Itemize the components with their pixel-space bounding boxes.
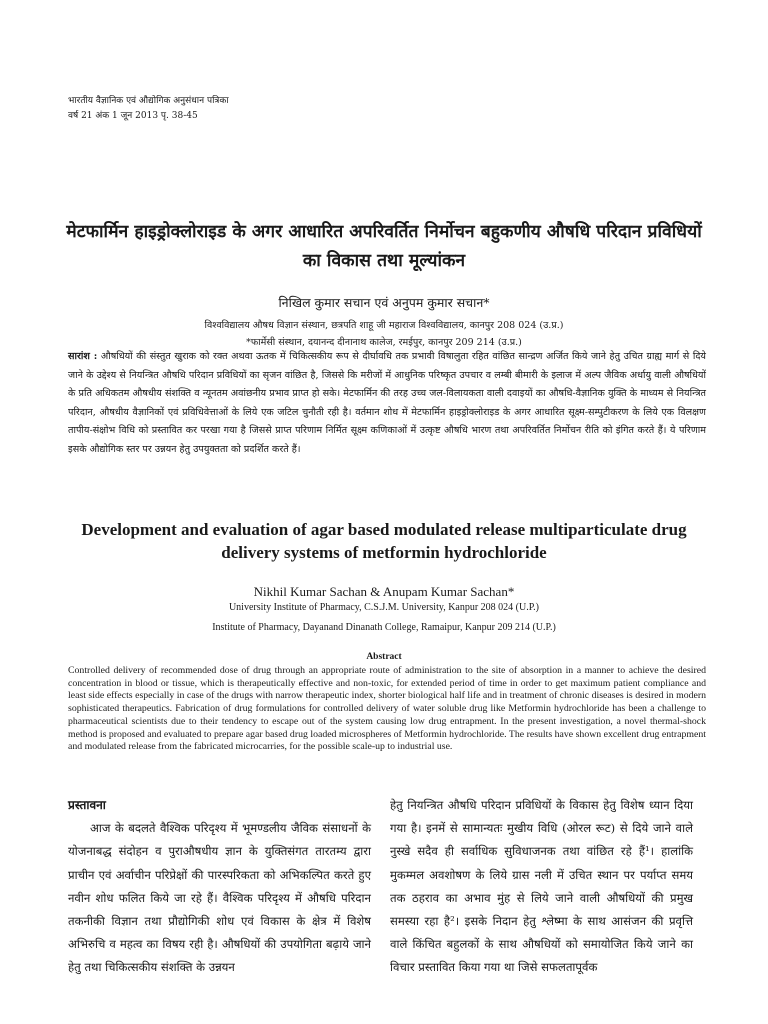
hindi-title: मेटफार्मिन हाइड्रोक्लोराइड के अगर आधारित अपरिवर्तित निर्मोचन बहुकणीय औषधि परिदान प्रविधियों का विकास तथा मूल्यांकन <box>66 222 702 271</box>
english-affiliation-1: University Institute of Pharmacy, C.S.J.M. University, Kanpur 208 024 (U.P.) <box>228 602 540 613</box>
hindi-abstract <box>68 348 706 459</box>
body-left-column <box>68 794 371 980</box>
hindi-abstract-text: औषधियों की संस्तुत खुराक को रक्त अथवा ऊतक में चिकित्सकीय रूप से दीर्घावधि तक प्रभावी विषालुता रहित वांछित सान्द्रण अर्जित किये जाने हेतु उचित ग्राह्य मार्ग से दिये जाने के उद्देश्य से नियन्त्रित औषधि परिदान प्रविधियों का सृजन वांछित है, जिससे कि मरीजों में आधुनिक परिष्कृत उपचार व लम्बी बीमारी के इलाज में अल्प जैविक अर्धायु वाली औषधियों के प्रति अधिकतम औषधीय संशक्ति व न्यूनतम अवांछनीय प्रभाव प्राप्त हो सके। मेटफार्मिन की तरह उच्च जल-विलायकता वाली दवाइयों का औषधि-वैज्ञानिक युक्ति के माध्यम से नियन्त्रित परिदान, औषधीय वैज्ञानिकों एवं प्रविधिवेत्ताओं के लिये एक जटिल चुनौती रही है। वर्तमान शोध में मेटफार्मिन हाइड्रोक्लोराइड के अगर आधारित सूक्ष्म-सम्पुटीकरण के लिये एक विलक्षण तापीय-संक्षोभ विधि को प्रस्तावित कर परखा गया है जिससे प्राप्त परिणाम निर्मित सूक्ष्म कणिकाओं में उत्कृष्ट औषधि भारण तथा अपरिवर्तित निर्मोचन रीति को इंगित करते हैं। ये परिणाम इसके औद्योगिक स्तर पर उन्नयन हेतु उपयुक्तता को प्रदर्शित करते हैं। <box>68 351 706 455</box>
body-paragraph-right: हेतु नियन्त्रित औषधि परिदान प्रविधियों के विकास हेतु विशेष ध्यान दिया गया है। इनमें से सामान्यतः मुखीय विधि (ओरल रूट) से दिये जाने वाले नुस्खे सदैव ही सर्वाधिक सुविधाजनक तथा वांछित रहे हैं¹। हालांकि मुकम्मल अवशोषण के लिये ग्रास नली में उचित स्थान पर पर्याप्त समय तक ठहराव का अभाव मुंह से लिये जाने वाली औषधियों की प्रमुख समस्या रहा है²। इसके निदान हेतु श्लेष्मा के साथ आसंजन की प्रवृत्ति वाले किंचित बहुलकों के साथ औषधियों को समायोजित किये जाने का विचार प्रस्तावित किया गया था जिसे सफलतापूर्वक <box>390 798 693 975</box>
body-right-column <box>390 794 693 980</box>
body-paragraph-left: आज के बदलते वैश्विक परिदृश्य में भूमण्डलीय जैविक संसाधनों के योजनाबद्ध संदोहन व पुराऔषधीय ज्ञान के युक्तिसंगत तारतम्य द्वारा प्राचीन एवं अर्वाचीन परिप्रेक्षों की पारस्परिकता को अभिकल्पित करते हुए नवीन शोध फलित किये जा रहे हैं। वैश्विक परिदृश्य में औषधि परिदान तकनीकी विज्ञान तथा प्रौद्योगिकी शोध एवं विकास के क्षेत्र में विशेष अभिरुचि व महत्व का विषय रही है। औषधियों की उपयोगिता बढ़ाये जाने हेतु तथा चिकित्सकीय संशक्ति के उन्नयन <box>68 821 371 975</box>
hindi-authors: निखिल कुमार सचान एवं अनुपम कुमार सचान* <box>278 295 490 310</box>
hindi-affiliation-1: विश्वविद्यालय औषध विज्ञान संस्थान, छत्रपति शाहू जी महाराज विश्वविद्यालय, कानपुर 208 024 (उ.प्र.) <box>204 320 564 331</box>
journal-name: भारतीय वैज्ञानिक एवं औद्योगिक अनुसंधान पत्रिका <box>68 96 229 106</box>
abstract-heading: Abstract <box>366 652 402 662</box>
english-affiliation-2: Institute of Pharmacy, Dayanand Dinanath College, Ramaipur, Kanpur 209 214 (U.P.) <box>212 622 556 633</box>
hindi-affiliation-2: *फार्मेसी संस्थान, दयानन्द दीनानाथ कालेज, रमईपुर, कानपुर 209 214 (उ.प्र.) <box>246 337 522 348</box>
section-heading-introduction: प्रस्तावना <box>68 798 106 812</box>
hindi-abstract-label: सारांश : <box>68 351 98 362</box>
english-authors: Nikhil Kumar Sachan & Anupam Kumar Sachan* <box>253 584 515 599</box>
journal-header <box>68 94 229 124</box>
english-abstract: Controlled delivery of recommended dose of drug through an appropriate route of administration to the site of absorption in a manner to achieve the desired concentration in blood or tissue, which is therapeutically effective and non-toxic, for extended period of time in order to get maximum patient compliance and least side effects especially in case of the drugs with narrow therapeutic index, shorter biological half life and in treatment of chronic diseases is desired in modern sophisticated therapeutics. Fabrication of drug formulations for controlled delivery of water soluble drug like Metformin hydrochloride has been a challenge to pharmaceutical scientists due to their tendency to escape out of the system causing low drug entrapment. In the present investigation, a novel thermal-shock method is proposed and evaluated to prepare agar based drug loaded microspheres of Metformin hydrochloride. The results have shown excellent drug entrapment and modulated release from the fabricated microcarries, for the possible scale-up to industrial use. <box>68 665 706 753</box>
english-title: Development and evaluation of agar based modulated release multiparticulate drug delivery systems of metformin hydrochloride <box>81 520 687 562</box>
journal-issue: वर्ष 21 अंक 1 जून 2013 पृ. 38-45 <box>68 111 198 121</box>
